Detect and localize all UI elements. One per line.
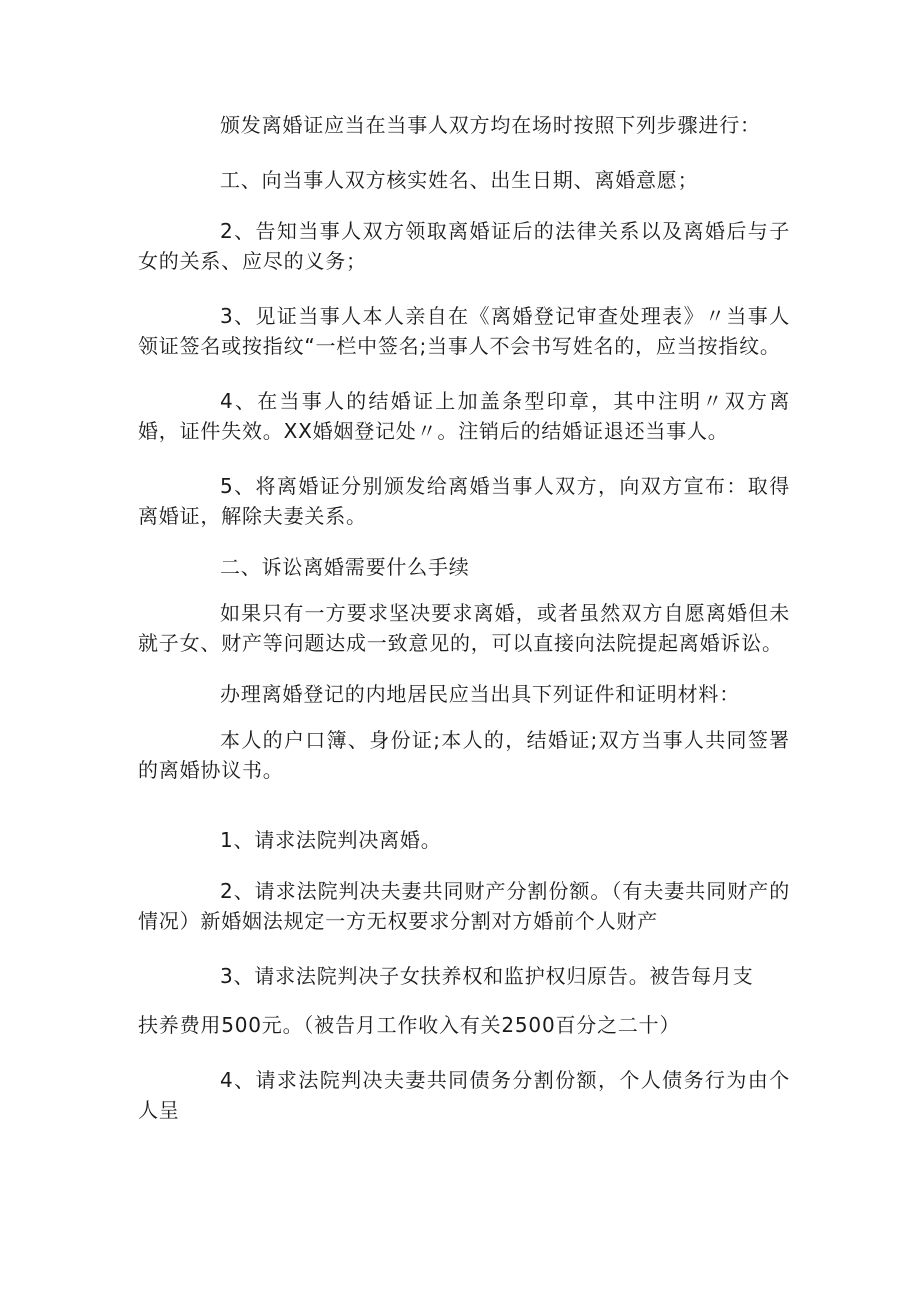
paragraph-step-2: 2、告知当事人双方领取离婚证后的法律关系以及离婚后与子女的关系、应尽的义务； bbox=[138, 219, 790, 273]
paragraph-step-1: 工、向当事人双方核实姓名、出生日期、离婚意愿； bbox=[220, 168, 699, 192]
paragraph-step-3: 3、见证当事人本人亲自在《离婚登记审查处理表》〃当事人领证签名或按指纹“一栏中签名;当事人不会书写姓名的，应当按指纹。 bbox=[138, 304, 790, 358]
paragraph-litigation: 如果只有一方要求坚决要求离婚，或者虽然双方自愿离婚但未就子女、财产等问题达成一致意见的，可以直接向法院提起离婚诉讼。 bbox=[138, 601, 790, 655]
paragraph-documents-intro: 办理离婚登记的内地居民应当出具下列证件和证明材料： bbox=[220, 682, 740, 706]
request-item-3-continued: 扶养费用500元。（被告月工作收入有关2500百分之二十） bbox=[138, 1013, 681, 1037]
request-item-4: 4、请求法院判决夫妻共同债务分割份额，个人债务行为由个人呈 bbox=[138, 1068, 790, 1122]
request-item-2: 2、请求法院判决夫妻共同财产分割份额。（有夫妻共同财产的情况）新婚姻法规定一方无权要求分割对方婚前个人财产 bbox=[138, 879, 790, 933]
request-item-1: 1、请求法院判决离婚。 bbox=[220, 828, 442, 852]
request-item-3: 3、请求法院判决子女扶养权和监护权归原告。被告每月支 bbox=[220, 964, 754, 988]
paragraph-step-5: 5、将离婚证分别颁发给离婚当事人双方，向双方宣布：取得离婚证，解除夫妻关系。 bbox=[138, 474, 790, 528]
paragraph-step-4: 4、在当事人的结婚证上加盖条型印章，其中注明〃双方离婚，证件失效。XX婚姻登记处〃。注销后的结婚证退还当事人。 bbox=[138, 389, 790, 443]
paragraph-documents-list: 本人的户口簿、身份证;本人的，结婚证;双方当事人共同签署的离婚协议书。 bbox=[138, 728, 790, 782]
document-body bbox=[138, 110, 790, 1125]
section-heading: 二、诉讼离婚需要什么手续 bbox=[220, 555, 470, 579]
paragraph-intro: 颁发离婚证应当在当事人双方均在场时按照下列步骤进行： bbox=[220, 113, 761, 137]
